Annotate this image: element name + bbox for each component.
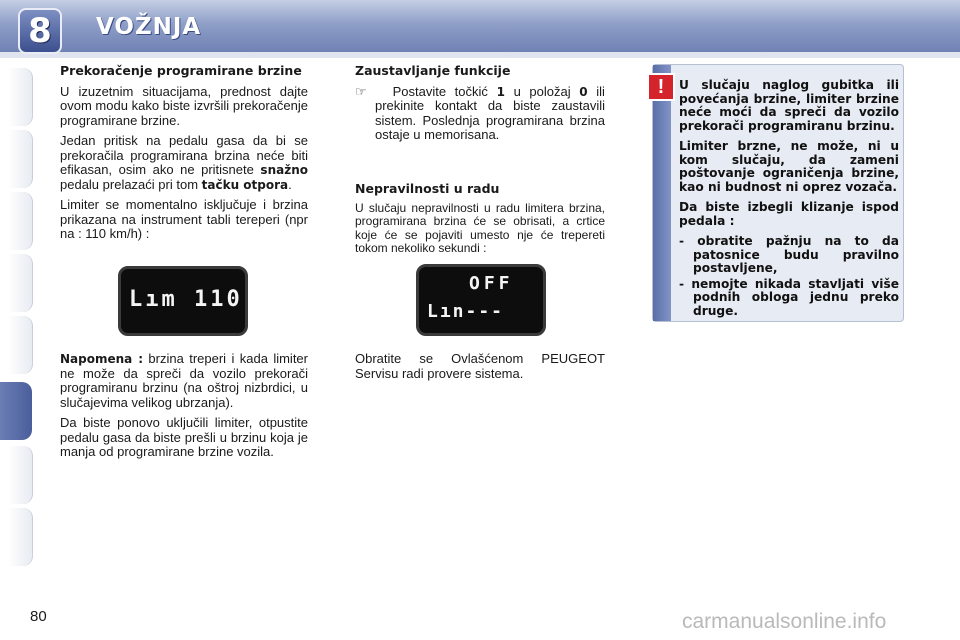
heading-overspeed: Prekoračenje programirane brzine <box>60 63 302 78</box>
column-left-lower <box>60 352 308 466</box>
chapter-number: 8 <box>18 8 62 54</box>
column-middle-fault <box>355 182 605 262</box>
heading-fault: Nepravilnosti u radu <box>355 181 500 196</box>
paragraph: Obratite se Ovlašćenom PEUGEOT Servisu radi provere sistema. <box>355 351 605 381</box>
column-middle <box>355 64 605 149</box>
speed-display-text: Lım 110 <box>129 287 243 312</box>
speed-display <box>118 266 248 336</box>
stop-instruction: ☞ Postavite točkić 1 u položaj 0 ili prekinite kontakt da biste zaustavili sistem. Poslednja programirana brzina ostaje u memorisana. <box>355 83 605 142</box>
column-left <box>60 64 308 248</box>
warning-bar <box>653 65 671 321</box>
paragraph: Jedan pritisk na pedalu gasa da bi se prekoračila programirana brzina neće biti efikasan, osim ako ne pritisnete snažno pedalu prelazaći pri tom tačku otpora. <box>60 133 308 192</box>
warning-list-item: - nemojte nikada stavljati više podnih obloga jednu preko druge. <box>679 276 899 318</box>
chapter-tab[interactable] <box>8 130 33 188</box>
chapter-tab-active[interactable] <box>0 382 32 440</box>
warning-icon: ! <box>647 73 675 101</box>
paragraph: Da biste ponovo uključili limiter, otpustite pedalu gasa da biste prešli u brzinu koja je manja od programirane brzine vozila. <box>60 415 308 459</box>
fault-display-top: OFF <box>469 273 514 294</box>
warning-paragraph: U slučaju naglog gubitka ili povećanja brzine, limiter brzine neće moći da spreči da vozilo prekorači programiranu brzinu. <box>679 78 899 133</box>
column-middle-lower <box>355 352 605 387</box>
paragraph: U izuzetnim situacijama, prednost dajte ovom modu kako biste izvršili prekoračenje programirane brzine. <box>60 83 308 128</box>
chapter-tab[interactable] <box>8 254 33 312</box>
paragraph: U slučaju nepravilnosti u radu limitera brzina, programirana brzina će se obrisati, a crtice koje će se pojaviti umesto nje će trepereti tokom nekoliko sekundi : <box>355 200 605 255</box>
fault-display-bottom: Lın--- <box>427 301 505 322</box>
paragraph: Limiter se momentalno isključuje i brzina prikazana na instrument tabli tereperi (npr na : 110 km/h) : <box>60 197 308 241</box>
chapter-tab[interactable] <box>8 316 33 374</box>
warning-list-item: - obratite pažnju na to da patosnice budu pravilno postavljene, <box>679 234 899 275</box>
page-number: 80 <box>30 608 47 625</box>
chapter-tabs <box>0 64 34 574</box>
warning-text <box>679 79 899 320</box>
pointer-icon: ☞ <box>355 83 384 99</box>
note-label: Napomena : <box>60 352 144 366</box>
warning-paragraph: Limiter brzne, ne može, ni u kom slučaju, da zameni poštovanje ograničenja brzine, kao ni budnost ni oprez vozača. <box>679 139 899 194</box>
chapter-tab[interactable] <box>8 68 33 126</box>
watermark: carmanualsonline.info <box>682 610 887 633</box>
note-paragraph: Napomena : brzina treperi i kada limiter ne može da spreči da vozilo prekorači programiranu brzinu (na oštroj nizbrdici, u slučajevima velikog ubrzanja). <box>60 351 308 410</box>
header-band <box>0 52 960 58</box>
warning-box <box>652 64 904 322</box>
warning-paragraph: Da biste izbegli klizanje ispod pedala : <box>679 200 899 228</box>
chapter-tab[interactable] <box>8 508 33 566</box>
chapter-tab[interactable] <box>8 446 33 504</box>
page-title: VOŽNJA <box>96 14 202 40</box>
heading-stop: Zaustavljanje funkcije <box>355 63 511 78</box>
fault-display <box>416 264 546 336</box>
chapter-tab[interactable] <box>8 192 33 250</box>
